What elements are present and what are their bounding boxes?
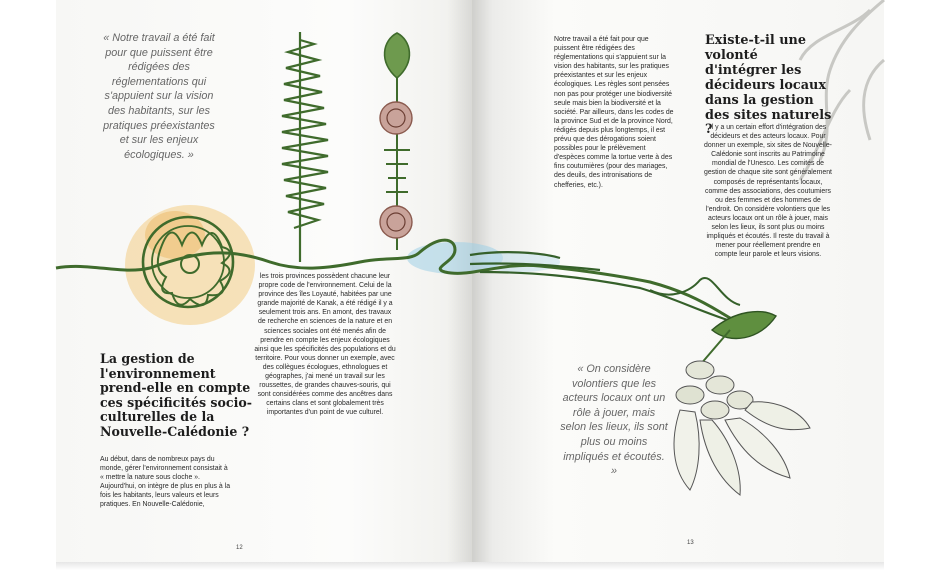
body-column-right: Il y a un certain effort d'intégration des décideurs et des acteurs locaux. Pour donner un exemple, six sites de Nouvelle-Calédonie sont inscrits au Patrimoine mondial de l'Unesco. Les comités de gestion de chaque site sont généralement composés de représentants locaux, comme des associations, des coutumiers ou des femmes et des hommes de l'endroit. On considère volontiers que les acteurs locaux ont un rôle à jouer, mais selon les lieux, ils sont plus ou moins impliqués et écoutés. Il reste du travail à mener pour réellement prendre en compte leur parole et leurs visions. <box>704 124 832 259</box>
section-heading-right: Existe-t-il une volonté d'intégrer les décideurs locaux dans la gestion des sites naturels ? <box>705 33 832 138</box>
pull-quote-right: « On considère volontiers que les acteurs locaux ont un rôle à jouer, mais selon les lieux, ils sont plus ou moins impliqués et écoutés. » <box>560 363 668 478</box>
page-shadow <box>56 562 884 570</box>
body-column-left: les trois provinces possèdent chacune leur propre code de l'environnement. Celui de la province des îles Loyauté, habitées par une grande majorité de Kanak, a été rédigé il y a seulement trois ans. En amont, des travaux de recherche en sciences de la nature et en sciences sociales ont été menés afin de prendre en compte les enjeux écologiques ainsi que les spécificités des populations et du territoire. Pour vous donner un exemple, avec des collègues écologues, ethnologues et géographes, j'ai mené un travail sur les roussettes, de grandes chauves-souris, qui sont considérées comme des ancêtres dans certains clans et sont globalement très importantes d'un point de vue culturel. <box>254 273 396 417</box>
page-number-right: 13 <box>687 540 694 546</box>
section-heading-left: La gestion de l'environnement prend-elle en compte ces spécificités socio-culturelles de la Nouvelle-Calédonie ? <box>100 351 252 439</box>
body-column-right-top: Notre travail a été fait pour que puissent être rédigées des réglementations qui s'appuient sur la vision des habitants, sur les pratiques préexistantes et sur les enjeux écologiques. Les règles sont pensées non pas pour protéger une biodiversité seule mais bien la biodiversité et la société. Par ailleurs, dans les codes de la province Sud et de la province Nord, rédigés depuis plus longtemps, il est prévu que des dérogations soient possibles pour le prélèvement d'espèces comme la tortue verte à des fins coutumières (pour des mariages, des deuils, des intronisations de chefferies, etc.). <box>554 36 674 189</box>
page-number-left: 12 <box>236 545 243 551</box>
pull-quote-left: « Notre travail a été fait pour que puissent être rédigées des réglementations qui s'appuient sur la vision des habitants, sur les pratiques préexistantes et sur les enjeux écologiques. » <box>103 32 215 161</box>
intro-paragraph: Au début, dans de nombreux pays du monde, gérer l'environnement consistait à « mettre la nature sous cloche ». Aujourd'hui, on intègre de plus en plus à la fois les habitants, leurs valeurs et leurs pratiques. En Nouvelle-Calédonie, <box>100 456 231 509</box>
